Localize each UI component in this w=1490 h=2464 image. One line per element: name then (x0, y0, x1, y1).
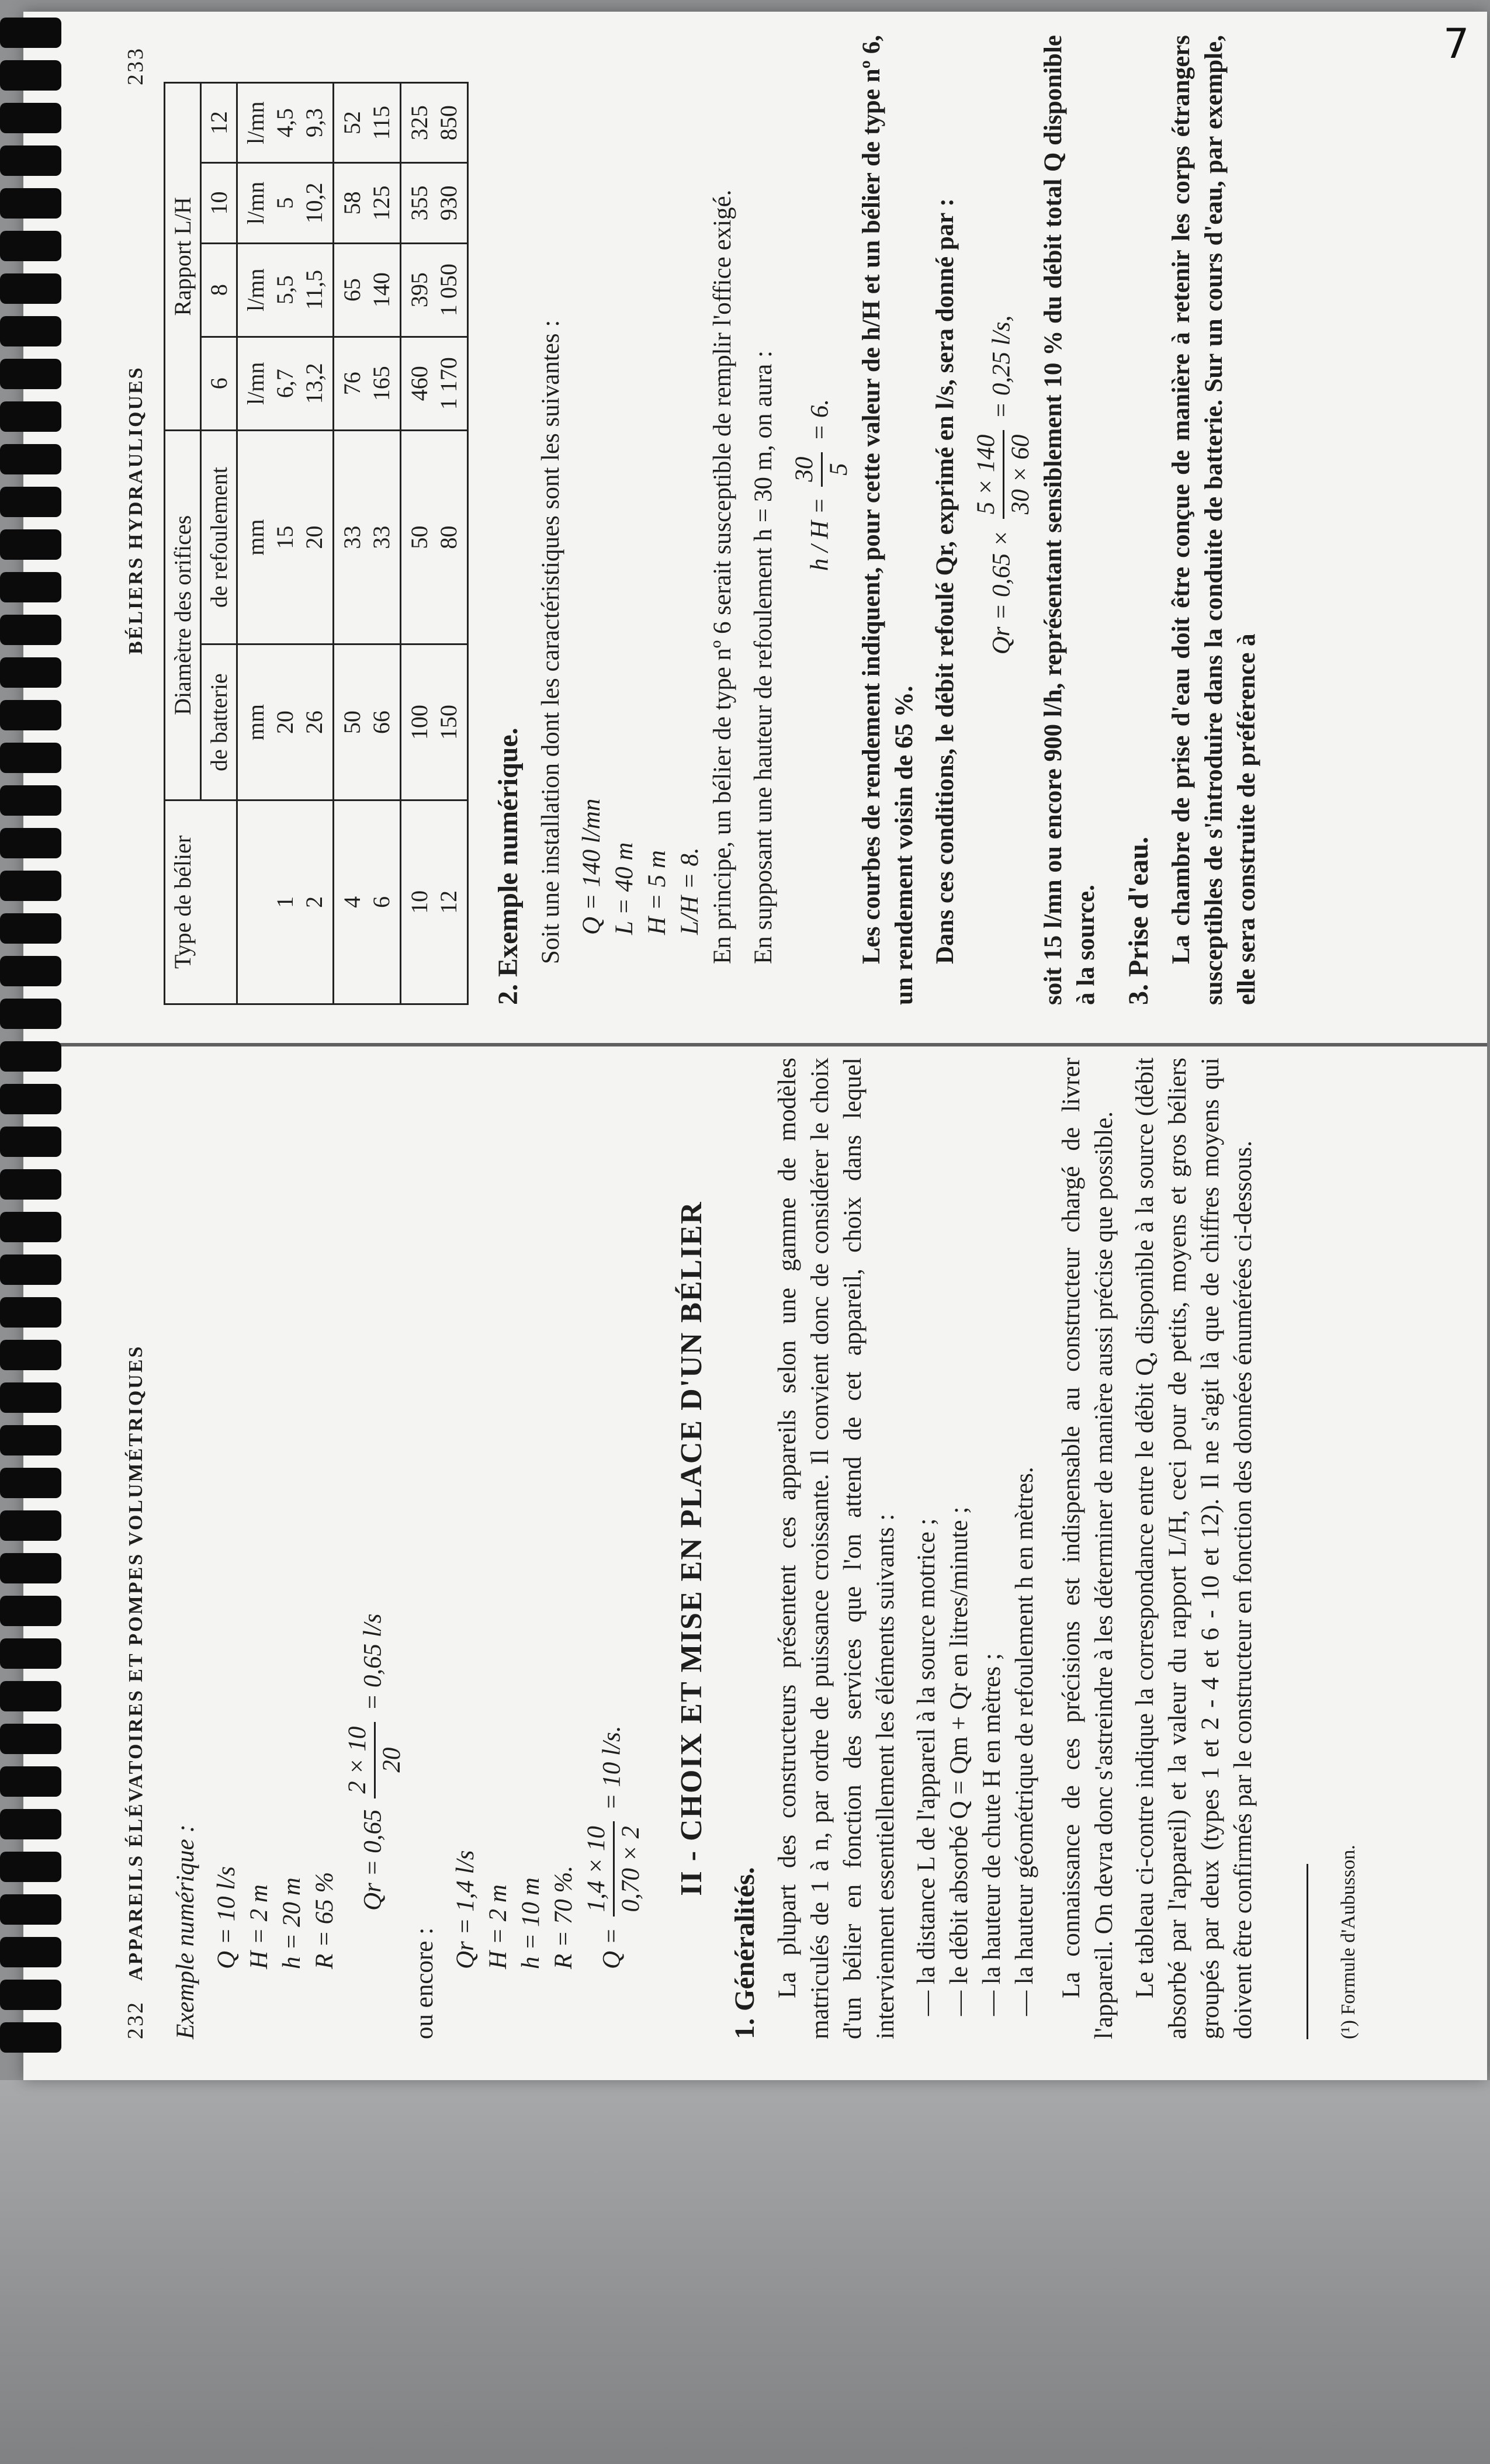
binding-ring (0, 1809, 61, 1839)
binding-ring (0, 913, 61, 944)
binding-ring (0, 1041, 61, 1072)
page-number: 233 (123, 47, 148, 85)
binding-ring (0, 956, 61, 986)
example-values: Q = 10 l/s H = 2 m h = 20 m R = 65 % Qr = 0,65 2 × 10 20 = 0,65 l/s (213, 1613, 406, 1969)
binding-ring (0, 444, 61, 474)
example-title: Exemple numérique : (172, 1824, 199, 2039)
equation: h / H = 30 5 = 6. (788, 35, 855, 935)
equation: Qr = 0,65 × 5 × 140 30 × 60 = 0,25 l/s, (970, 35, 1037, 935)
running-head-right (123, 35, 158, 1005)
binding-ring (0, 2022, 61, 2053)
table-row: 4 6 50 66 33 33 76 165 65 140 58 125 52 115 (334, 83, 401, 1004)
binding-ring (0, 1724, 61, 1754)
binding-ring (0, 60, 61, 91)
binding-ring (0, 1596, 61, 1626)
paragraph: La chambre de prise d'eau doit être conçue de manière à retenir les corps étrangers susceptibles de s'introduire dans la conduite de batterie. Sur un cours d'eau, par exemple, elle sera construite de préférence à (1167, 35, 1260, 1005)
footnote-rule (1307, 1864, 1308, 2039)
binding-ring (0, 103, 61, 133)
running-head-text: BÉLIERS HYDRAULIQUES (125, 366, 147, 654)
list-item: — le débit absorbé Q = Qm + Qr en litres/minute ; (945, 1506, 973, 2016)
chapter-title: II - CHOIX ET MISE EN PLACE D'UN BÉLIER (675, 1201, 708, 1896)
binding-ring (0, 273, 61, 304)
left-page (123, 1058, 1391, 2039)
table-header-ratio: 6 (201, 337, 237, 430)
paragraph: En principe, un bélier de type nº 6 serait susceptible de remplir l'office exigé. (709, 189, 736, 964)
binding-ring (0, 1425, 61, 1455)
binding-ring (0, 785, 61, 816)
paragraph: Dans ces conditions, le débit refoulé Qr, exprimé en l/s, sera donné par : (931, 198, 959, 964)
table-header-refoulement: de refoulement (201, 430, 237, 644)
list-item: — la distance L de l'appareil à la source motrice ; (913, 1518, 940, 2016)
section-title-example: 2. Exemple numérique. (493, 727, 524, 1005)
paragraph: Le tableau ci-contre indique la correspondance entre le débit Q, disponible à la source (débit absorbé par l'appareil) et la valeur du rapport L/H, ceci pour de petits, moyens et gros béliers groupés par deux (types 1 et 2 - 4 et 6 - 10 et 12). Il ne s'agit là que de chiffres moyens qui doivent être confirmés par le constructeur en fonction des données énumérées ci-dessous. (1131, 1058, 1257, 2039)
list-item: — la hauteur de chute H en mètres ; (978, 1653, 1006, 2016)
running-head-text: APPAREILS ÉLÉVATOIRES ET POMPES VOLUMÉTRIQUES (125, 1344, 147, 1981)
table-header-rapport: Rapport L/H (165, 83, 201, 431)
footnote: (¹) Formule d'Aubusson. (1337, 1845, 1359, 2039)
binding-ring (0, 615, 61, 645)
binding-ring (0, 1852, 61, 1882)
binding-ring (0, 1681, 61, 1711)
binding-ring (0, 1254, 61, 1285)
binding-ring (0, 529, 61, 560)
scanner-background (0, 2080, 1490, 2464)
binding-ring (0, 1084, 61, 1114)
binding-ring (0, 743, 61, 773)
binding-ring (0, 1127, 61, 1157)
binding-ring (0, 231, 61, 261)
paragraph: soit 15 l/mn ou encore 900 l/h, représentant sensiblement 10 % du débit total Q disponible à la source. (1039, 35, 1100, 1005)
binding-ring (0, 1382, 61, 1413)
handwritten-page-mark: 7 (1443, 20, 1470, 68)
table-header-ratio: 8 (201, 243, 237, 337)
binding-ring (0, 1937, 61, 1967)
binding-ring (0, 1297, 61, 1328)
binding-ring (0, 871, 61, 901)
binding-ring (0, 1980, 61, 2010)
binding-ring (0, 1553, 61, 1583)
binding-ring (0, 1894, 61, 1925)
binding-ring (0, 572, 61, 602)
binding-ring (0, 316, 61, 346)
binding-ring (0, 999, 61, 1029)
paragraph: Les courbes de rendement indiquent, pour cette valeur de h/H et un bélier de type nº 6, un rendement voisin de 65 %. (858, 35, 918, 1005)
binding-ring (0, 18, 61, 48)
binding-ring (0, 145, 61, 176)
table-header-orifices: Diamètre des orifices (165, 430, 201, 800)
list-item: — la hauteur géométrique de refoulement h en mètres. (1011, 1467, 1038, 2016)
paragraph: Soit une installation dont les caractéristiques sont les suivantes : (537, 320, 564, 964)
values-list: Q = 140 l/mn L = 40 m H = 5 m L/H = 8. (578, 798, 704, 935)
section-title-prise: 3. Prise d'eau. (1123, 837, 1154, 1005)
table-row: 10 12 100 150 50 80 460 1 170 395 1 050 355 930 325 850 (401, 83, 468, 1004)
table-header-ratio: 12 (201, 83, 237, 163)
binding-ring (0, 1340, 61, 1370)
paragraph: En supposant une hauteur de refoulement h = 30 m, on aura : (750, 351, 777, 964)
binding-ring (0, 1212, 61, 1242)
binding-ring (0, 401, 61, 432)
binding-ring (0, 1766, 61, 1797)
binding-ring (0, 487, 61, 517)
element-list (910, 1058, 1041, 2016)
ou-encore: ou encore : (411, 1927, 438, 2039)
section-title-generalites: 1. Généralités. (729, 1867, 760, 2039)
binding-ring (0, 1169, 61, 1200)
page-fold-line (23, 1043, 1487, 1046)
binding-ring (0, 1468, 61, 1498)
binding-ring (0, 828, 61, 858)
table-header-type: Type de bélier (165, 800, 237, 1004)
binding-ring (0, 657, 61, 688)
orifice-table (164, 82, 469, 1005)
paragraph: La plupart des constructeurs présentent ces appareils selon une gamme de modèles matriculés de 1 à n, par ordre de puissance croissante. Il convient donc de considérer le choix d'un bélier en fonction des services que l'on attend de cet appareil, choix dans lequel interviennent essentiellement les éléments suivants : (774, 1058, 899, 2039)
binding-ring (0, 359, 61, 389)
binding-ring (0, 188, 61, 219)
spiral-binding (0, 18, 64, 2051)
page-number: 232 (123, 2001, 148, 2039)
right-page (123, 35, 1391, 1005)
paragraph: La connaissance de ces précisions est indispensable au constructeur chargé de livrer l'appareil. On devra donc s'astreindre à les déterminer de manière aussi précise que possible. (1058, 1058, 1118, 2039)
running-head-left (123, 1058, 158, 2039)
example-values: Qr = 1,4 l/s H = 2 m h = 10 m R = 70 %. Q = 1,4 × 10 0,70 × 2 = 10 l/s. (452, 1725, 644, 1969)
table-header-batterie: de batterie (201, 644, 237, 800)
table-row: 1 2 mm 20 26 mm 15 20 l/mn 6,7 13,2 l/mn 5,5 11,5 l/mn 5 10,2 l/mn 4,5 9,3 (237, 83, 334, 1004)
table-header-ratio: 10 (201, 163, 237, 243)
binding-ring (0, 1510, 61, 1541)
binding-ring (0, 700, 61, 730)
binding-ring (0, 1638, 61, 1669)
